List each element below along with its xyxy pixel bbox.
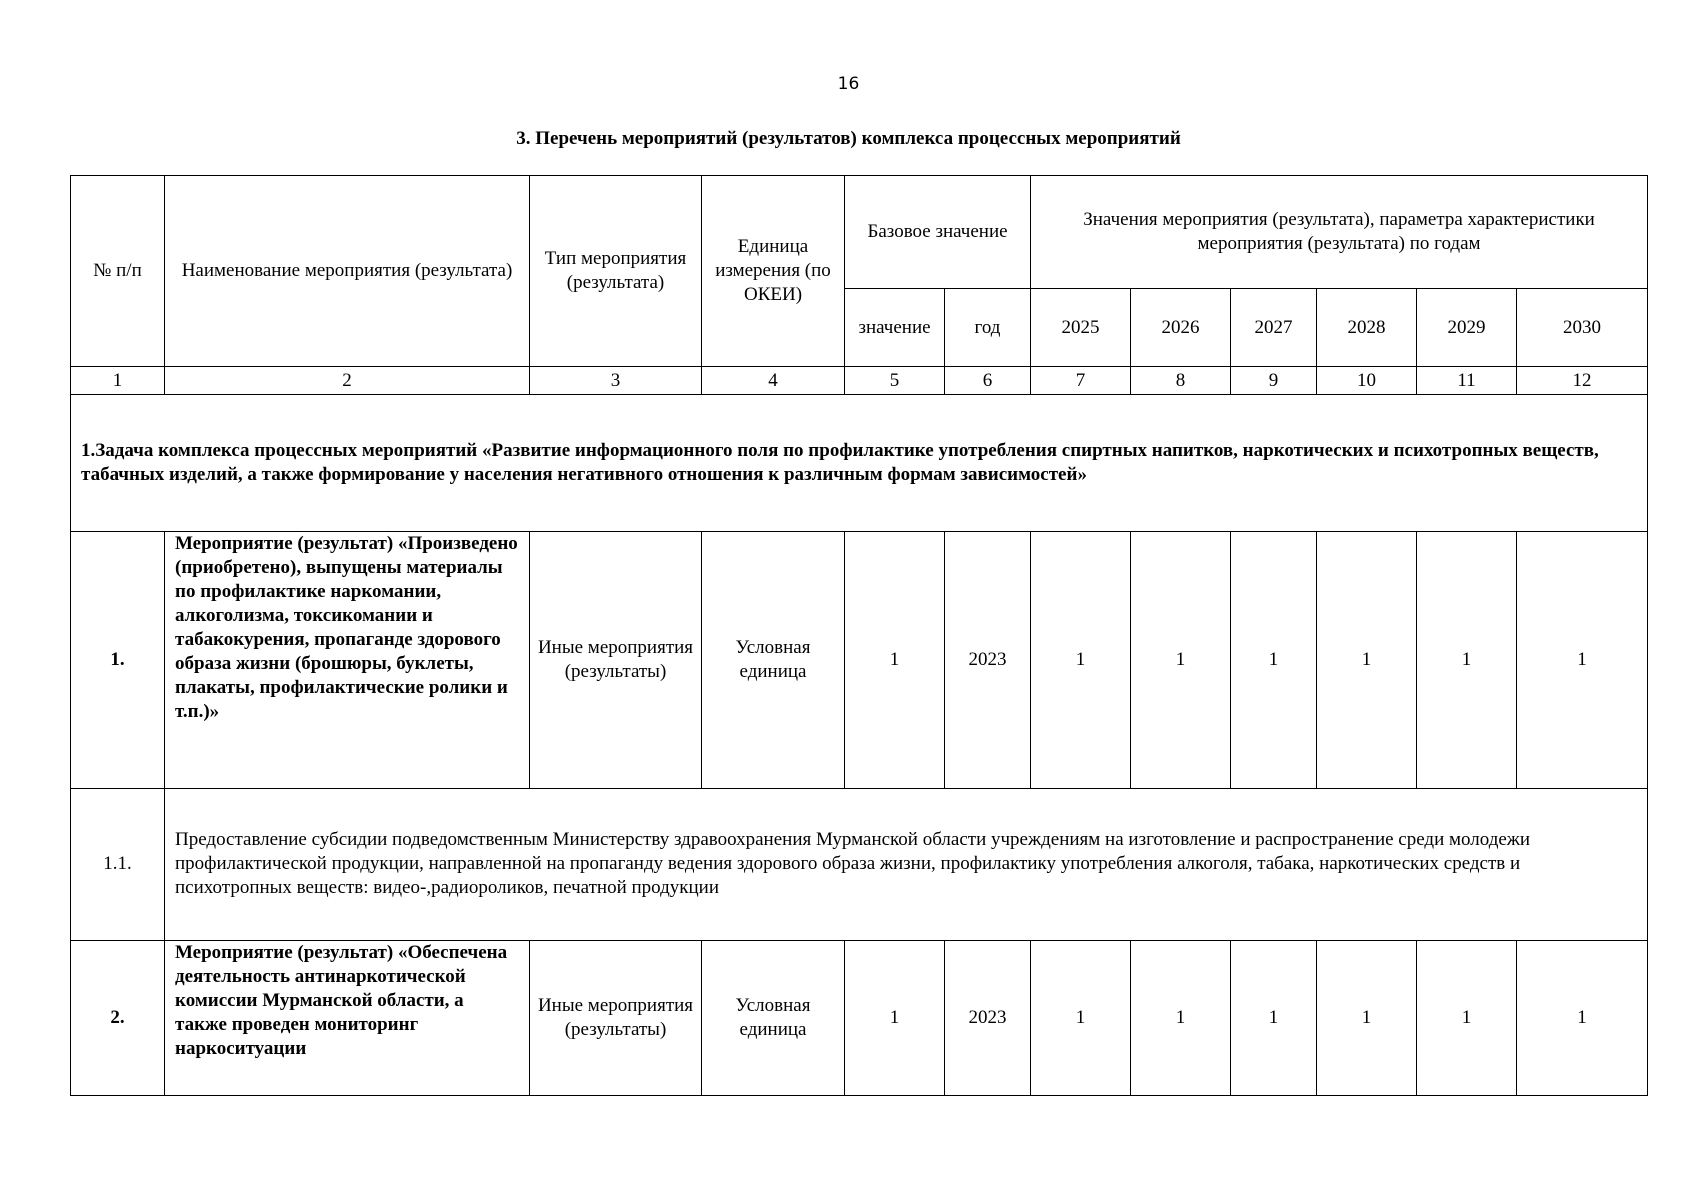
column-number: 4 — [702, 367, 845, 395]
year-value: 1 — [1231, 940, 1317, 1095]
header-name: Наименование мероприятия (результата) — [165, 176, 530, 367]
header-base-year: год — [945, 289, 1031, 367]
activity-unit: Условная единица — [702, 940, 845, 1095]
activity-unit: Условная единица — [702, 532, 845, 788]
base-year: 2023 — [945, 940, 1031, 1095]
page-title: 3. Перечень мероприятий (результатов) комплекса процессных мероприятий — [516, 128, 1181, 149]
year-value: 1 — [1517, 940, 1648, 1095]
base-year: 2023 — [945, 532, 1031, 788]
header-year: 2026 — [1131, 289, 1231, 367]
header-base: Базовое значение — [845, 176, 1031, 289]
header-year: 2029 — [1417, 289, 1517, 367]
year-value: 1 — [1231, 532, 1317, 788]
column-number-row — [71, 367, 1648, 395]
subactivity-row — [71, 788, 1648, 940]
row-num: 1. — [71, 532, 165, 788]
activity-name: Мероприятие (результат) «Обеспечена деятельность антинаркотической комиссии Мурманской области, а также проведен мониторинг наркоситуации — [165, 940, 530, 1095]
header-unit: Единица измерения (по ОКЕИ) — [702, 176, 845, 367]
year-value: 1 — [1317, 940, 1417, 1095]
page-number: 16 — [837, 74, 860, 94]
column-number: 1 — [71, 367, 165, 395]
column-number: 12 — [1517, 367, 1648, 395]
header-values: Значения мероприятия (результата), параметра характеристики мероприятия (результата) по годам — [1031, 176, 1648, 289]
header-year: 2030 — [1517, 289, 1648, 367]
column-number: 2 — [165, 367, 530, 395]
subactivity-text: Предоставление субсидии подведомственным Министерству здравоохранения Мурманской области учреждениям на изготовление и распространение среди молодежи профилактической продукции, направленной на пропаганду ведения здорового образа жизни, профилактику употребления алкоголя, табака, наркотических средств и психотропных веществ: видео-,радиороликов, печатной продукции — [165, 788, 1648, 940]
column-number: 10 — [1317, 367, 1417, 395]
header-row — [71, 176, 1648, 289]
year-value: 1 — [1031, 532, 1131, 788]
activity-type: Иные мероприятия (результаты) — [530, 940, 702, 1095]
base-value: 1 — [845, 940, 945, 1095]
column-number: 8 — [1131, 367, 1231, 395]
year-value: 1 — [1417, 532, 1517, 788]
table-row — [71, 940, 1648, 1095]
column-number: 11 — [1417, 367, 1517, 395]
year-value: 1 — [1417, 940, 1517, 1095]
base-value: 1 — [845, 532, 945, 788]
activities-table — [70, 175, 1648, 1096]
task-row — [71, 395, 1648, 532]
year-value: 1 — [1131, 532, 1231, 788]
table-row — [71, 532, 1648, 788]
header-year: 2025 — [1031, 289, 1131, 367]
header-year: 2027 — [1231, 289, 1317, 367]
header-base-value: значение — [845, 289, 945, 367]
header-year: 2028 — [1317, 289, 1417, 367]
activity-name: Мероприятие (результат) «Произведено (приобретено), выпущены материалы по профилактике наркомании, алкоголизма, токсикомании и табакокурения, пропаганде здорового образа жизни (брошюры, буклеты, плакаты, профилактические ролики и т.п.)» — [165, 532, 530, 788]
task-text: 1.Задача комплекса процессных мероприятий «Развитие информационного поля по профилактике употребления спиртных напитков, наркотических и психотропных веществ, табачных изделий, а также формирование у населения негативного отношения к различным формам зависимостей» — [71, 395, 1648, 532]
header-num: № п/п — [71, 176, 165, 367]
row-num: 2. — [71, 940, 165, 1095]
year-value: 1 — [1517, 532, 1648, 788]
column-number: 7 — [1031, 367, 1131, 395]
year-value: 1 — [1031, 940, 1131, 1095]
year-value: 1 — [1131, 940, 1231, 1095]
column-number: 9 — [1231, 367, 1317, 395]
column-number: 5 — [845, 367, 945, 395]
activity-type: Иные мероприятия (результаты) — [530, 532, 702, 788]
year-value: 1 — [1317, 532, 1417, 788]
subactivity-num: 1.1. — [71, 788, 165, 940]
header-type: Тип мероприятия (результата) — [530, 176, 702, 367]
column-number: 6 — [945, 367, 1031, 395]
column-number: 3 — [530, 367, 702, 395]
